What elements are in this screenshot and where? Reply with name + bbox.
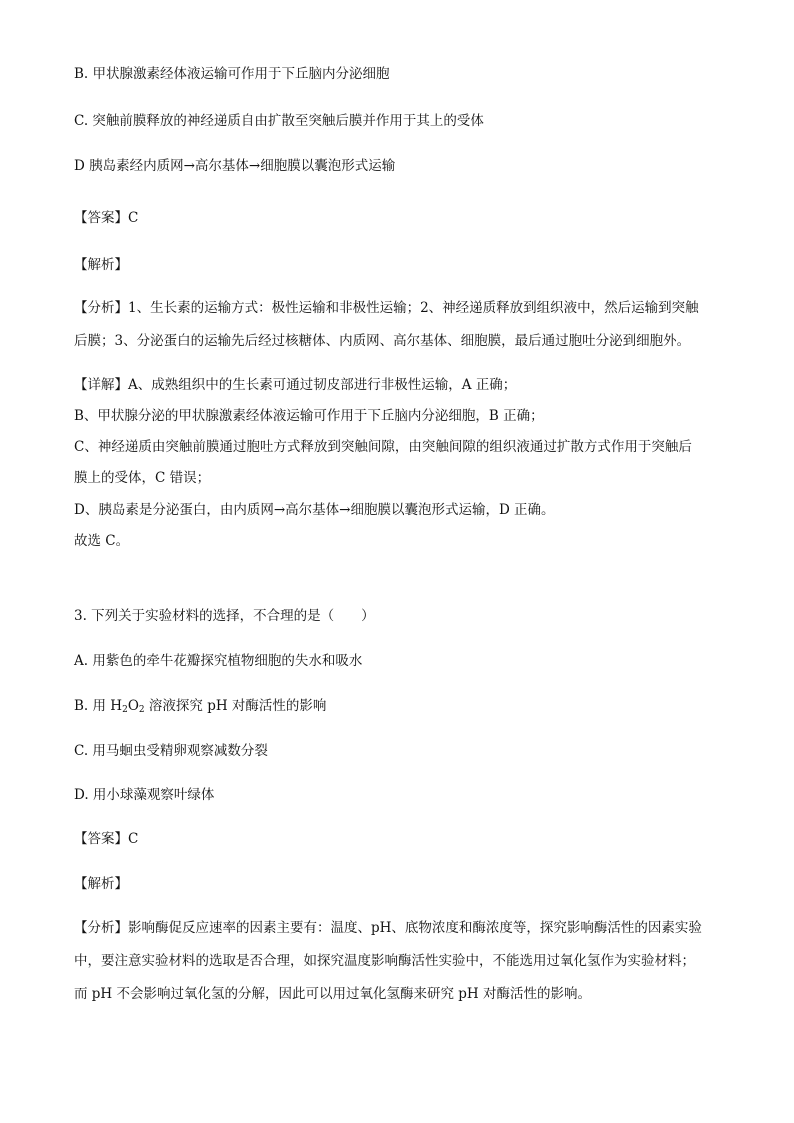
q2-xiangjie-line-1: 【详解】A、成熟组织中的生长素可通过韧皮部进行非极性运输，A 正确；: [74, 377, 517, 393]
answer-value: C: [128, 210, 139, 226]
q3-analysis-title: 【解析】: [74, 876, 128, 892]
q2-answer: [74, 208, 138, 228]
q3-option-a: A. 用紫色的牵牛花瓣探究植物细胞的失水和吸水: [74, 653, 363, 669]
q2-option-d: D 胰岛素经内质网→高尔基体→细胞膜以囊泡形式运输: [74, 158, 396, 174]
q2-xiangjie-line-3: C、神经递质由突触前膜通过胞吐方式释放到突触间隙，由突触间隙的组织液通过扩散方式作用于突触后: [74, 439, 692, 455]
q3-option-c: C. 用马蛔虫受精卵观察减数分裂: [74, 743, 268, 759]
q3-answer: [74, 829, 138, 849]
q2-fenxi-line-1: 【分析】1、生长素的运输方式：极性运输和非极性运输；2、神经递质释放到组织液中，然后运输到突触: [74, 300, 699, 316]
q2-option-b: B. 甲状腺激素经体液运输可作用于下丘脑内分泌细胞: [74, 66, 390, 82]
q2-xiangjie-line-5: D、胰岛素是分泌蛋白，由内质网→高尔基体→细胞膜以囊泡形式运输，D 正确。: [74, 502, 555, 518]
answer-label: 【答案】: [74, 210, 128, 226]
q3-fenxi-line-3: 而 pH 不会影响过氧化氢的分解，因此可以用过氧化氢酶来研究 pH 对酶活性的影响。: [74, 986, 591, 1002]
q2-analysis-title: 【解析】: [74, 257, 128, 273]
q3-stem: 3. 下列关于实验材料的选择，不合理的是（ ）: [74, 608, 375, 624]
q3-option-b: B. 用 $H_2O_2$ 溶液探究 pH 对酶活性的影响: [74, 698, 327, 715]
q3-option-d: D. 用小球藻观察叶绿体: [74, 787, 215, 803]
q2-xiangjie-line-2: B、甲状腺分泌的甲状腺激素经体液运输可作用于下丘脑内分泌细胞，B 正确；: [74, 408, 544, 424]
q3-fenxi-line-2: 中，要注意实验材料的选取是否合理，如探究温度影响酶活性实验中，不能选用过氧化氢作为实验材料；: [74, 953, 695, 969]
q2-xiangjie-line-4: 膜上的受体，C 错误；: [74, 470, 211, 486]
q2-xiangjie-line-6: 故选 C。: [74, 533, 130, 549]
answer-label: 【答案】: [74, 831, 128, 847]
q2-option-c: C. 突触前膜释放的神经递质自由扩散至突触后膜并作用于其上的受体: [74, 113, 484, 129]
q2-fenxi-line-2: 后膜；3、分泌蛋白的运输先后经过核糖体、内质网、高尔基体、细胞膜，最后通过胞吐分泌到细胞外。: [74, 333, 691, 349]
answer-value: C: [128, 831, 139, 847]
q3-fenxi-line-1: 【分析】影响酶促反应速率的因素主要有：温度、pH、底物浓度和酶浓度等，探究影响酶活性的因素实验: [74, 920, 702, 936]
